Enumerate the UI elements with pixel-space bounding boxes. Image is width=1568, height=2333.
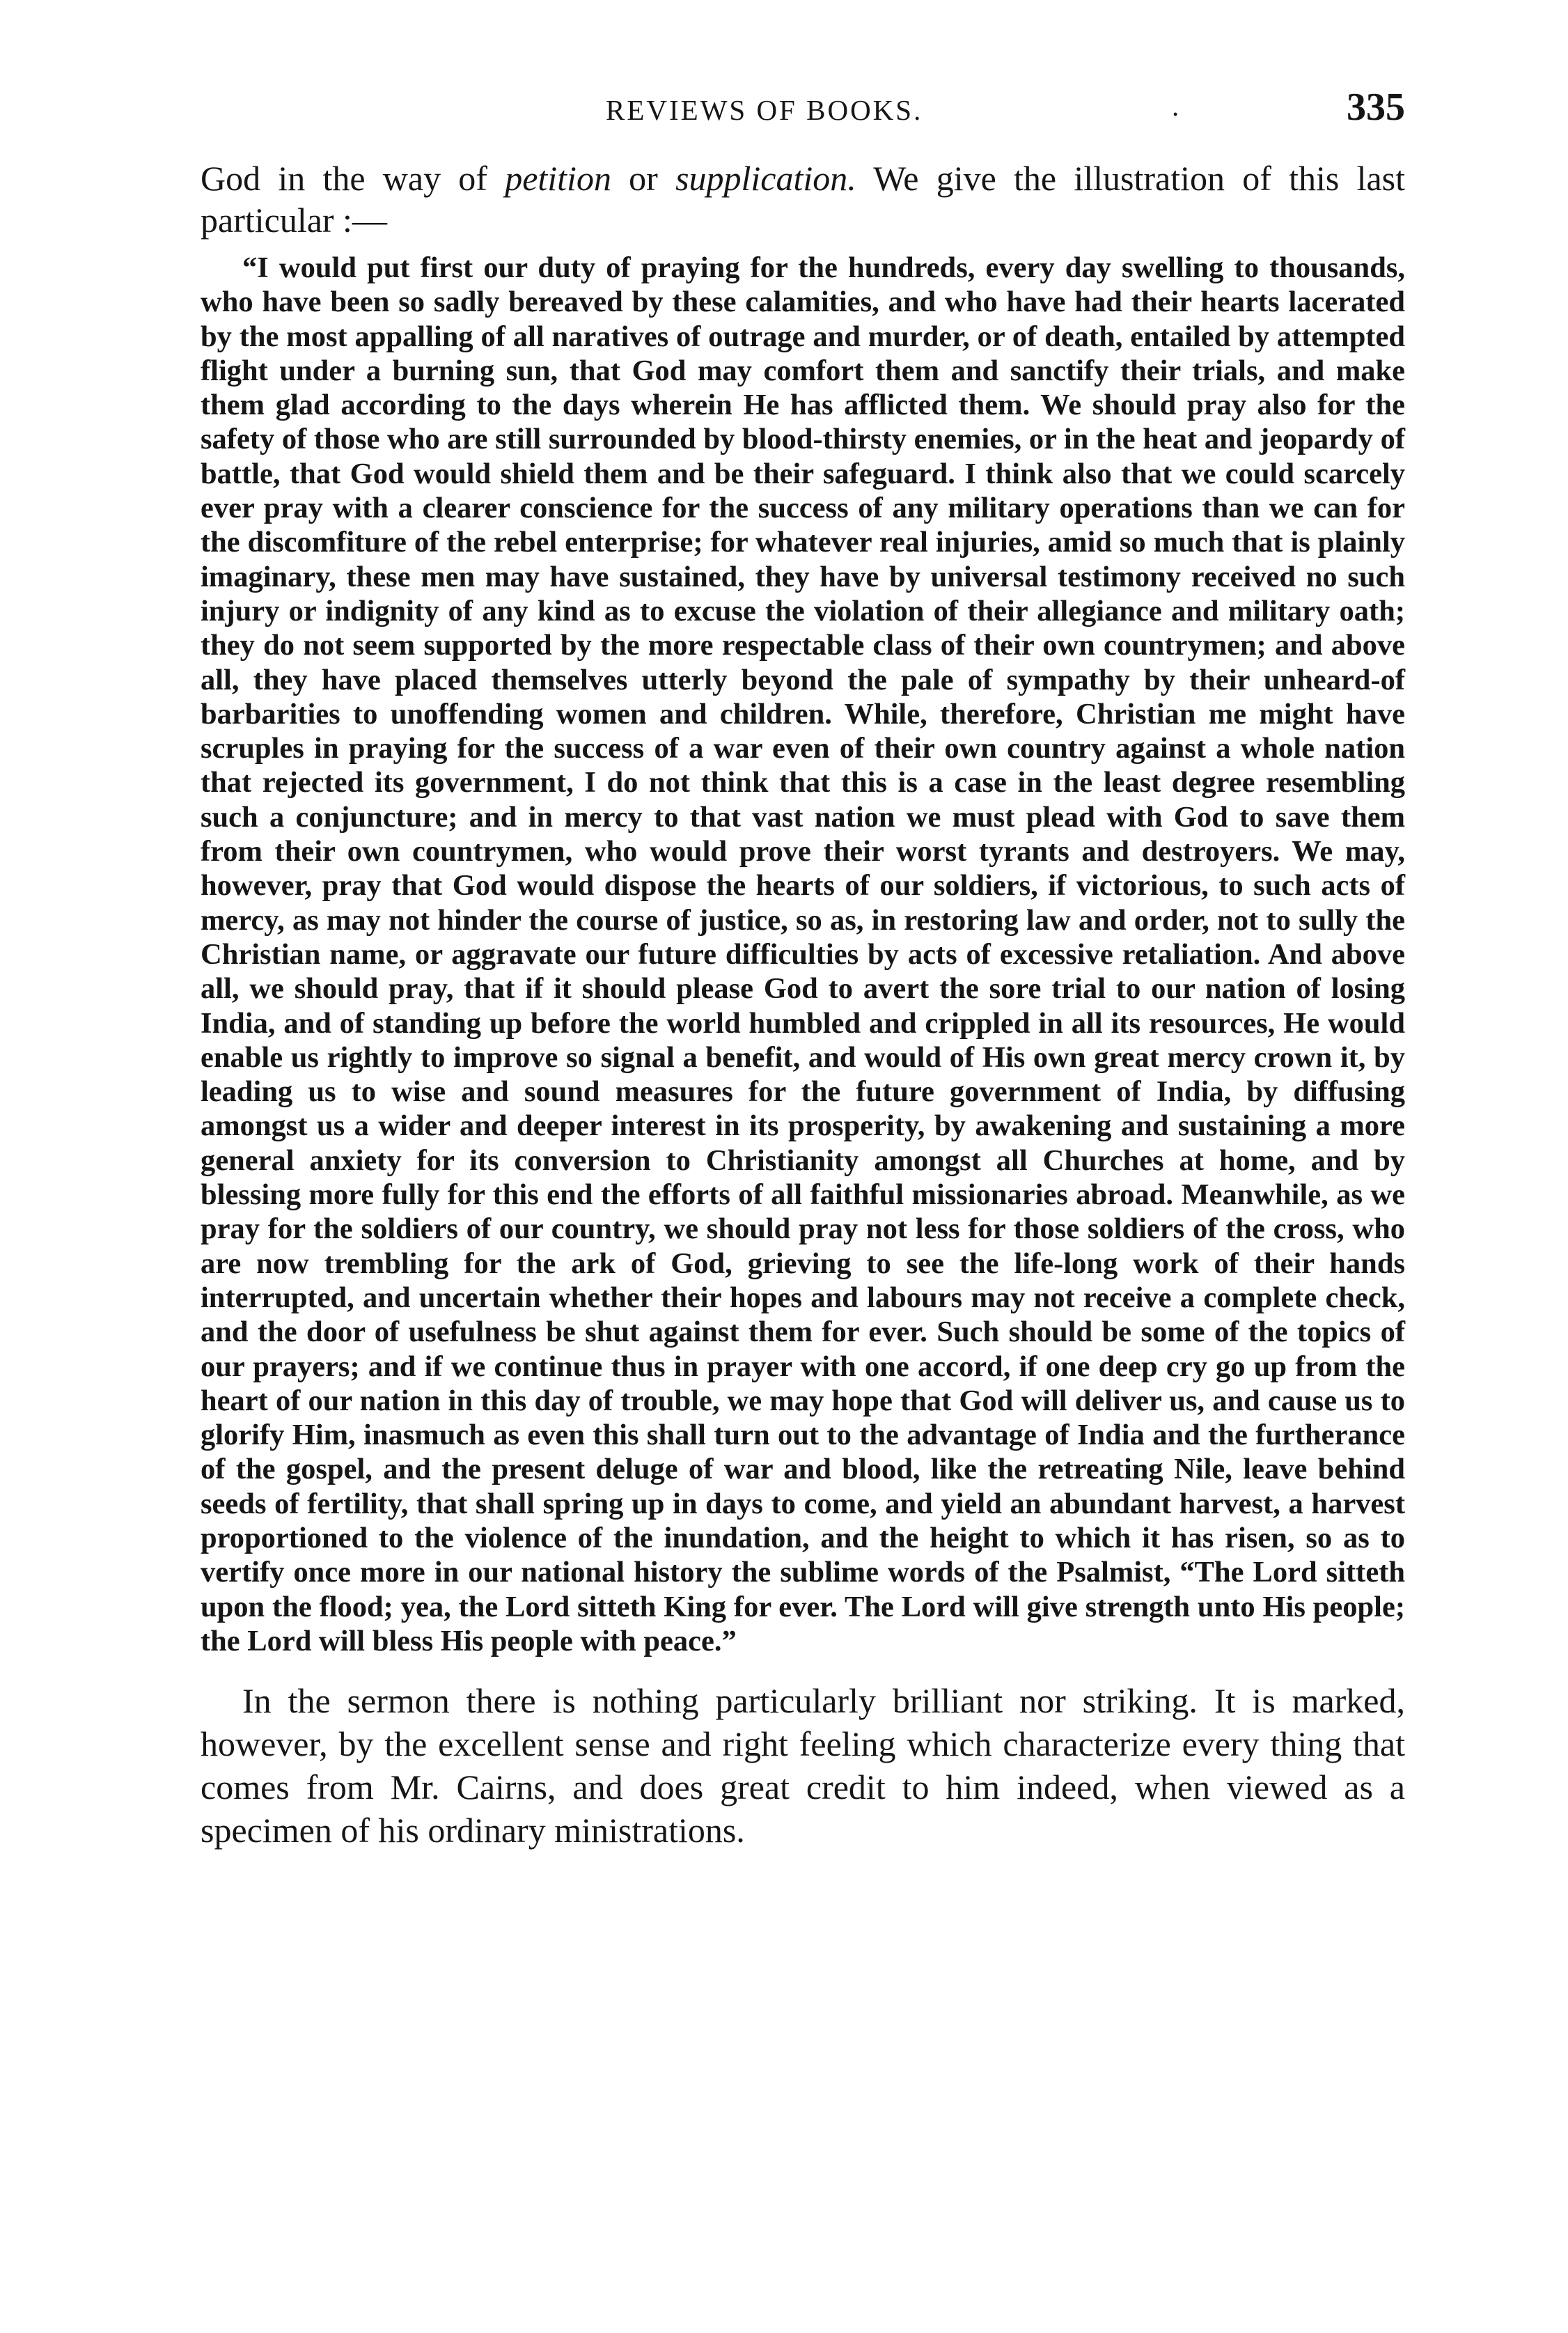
quoted-passage: “I would put first our duty of praying for the hundreds, every day swelling to thousands, who have been so sadly bereaved by these calamities, and who have had their hearts lacerated by the most appalling of all naratives of outrage and murder, or of death, entailed by attempted flight under a burning sun, that God may comfort them and sanctify their trials, and make them glad according to the days wherein He has afflicted them. We should pray also for the safety of those who are still surrounded by blood-thirsty enemies, or in the heat and jeopardy of battle, that God would shield them and be their safeguard. I think also that we could scarcely ever pray with a clearer conscience for the success of any military operations than we can for the discomfiture of the rebel enterprise; for whatever real injuries, amid so much that is plainly imaginary, these men may have sustained, they have by universal testimony received no such injury or indignity of any kind as to excuse the violation of their allegiance and military oath; they do not seem supported by the more respectable class of their own countrymen; and above all, they have placed themselves utterly beyond the pale of sympathy by their unheard-of barbarities to unoffending women and children. While, therefore, Christian me might have scruples in praying for the success of a war even of their own country against a whole nation that rejected its government, I do not think that this is a case in the least degree resembling such a conjuncture; and in mercy to that vast nation we must plead with God to save them from their own countrymen, who would prove their worst tyrants and destroyers. We may, however, pray that God would dispose the hearts of our soldiers, if victorious, to such acts of mercy, as may not hinder the course of justice, so as, in restoring law and order, not to sully the Christian name, or aggravate our future difficulties by acts of excessive retaliation. And above all, we should pray, that if it should please God to avert the sore trial to our nation of losing India, and of standing up before the world humbled and crippled in all its resources, He would enable us rightly to improve so signal a benefit, and would of His own great mercy crown it, by leading us to wise and sound measures for the future government of India, by diffusing amongst us a wider and deeper interest in its prosperity, by awakening and sustaining a more general anxiety for its conversion to Christianity amongst all Churches at home, and by blessing more fully for this end the efforts of all faithful missionaries abroad. Meanwhile, as we pray for the soldiers of our country, we should pray not less for those soldiers of the cross, who are now trembling for the ark of God, grieving to see the life-long work of their hands interrupted, and uncertain whether their hopes and labours may not receive a complete check, and the door of usefulness be shut against them for ever. Such should be some of the topics of our prayers; and if we continue thus in prayer with one accord, if one deep cry go up from the heart of our nation in this day of trouble, we may hope that God will deliver us, and cause us to glorify Him, inasmuch as even this shall turn out to the advantage of India and the furtherance of the gospel, and the present deluge of war and blood, like the retreating Nile, leave behind seeds of fertility, that shall spring up in days to come, and yield an abundant harvest, a harvest proportioned to the violence of the inundation, and the height to which it has risen, so as to vertify once more in our national history the sublime words of the Psalmist, “The Lord sitteth upon the flood; yea, the Lord sitteth King for ever. The Lord will give strength unto His people; the Lord will bless His people with peace.”	[201, 251, 1405, 1657]
intro-paragraph	[201, 157, 1405, 241]
book-page	[201, 86, 1405, 1852]
intro-text-after: We give the illustration of this last particular :—	[201, 159, 1405, 240]
intro-text-before: God in the way of	[201, 159, 505, 198]
header-dot: .	[1172, 90, 1179, 122]
running-header	[201, 86, 1405, 138]
page-number: 335	[1347, 86, 1405, 129]
running-title: REVIEWS OF BOOKS.	[606, 94, 923, 126]
closing-paragraph: In the sermon there is nothing particularly brilliant nor striking. It is marked, however, by the excellent sense and right feeling which characterize every thing that comes from Mr. Cairns, and does great credit to him indeed, when viewed as a specimen of his ordinary ministrations.	[201, 1681, 1405, 1850]
supplication-word: supplication.	[675, 159, 856, 198]
intro-or: or	[611, 159, 676, 198]
petition-word: petition	[505, 159, 611, 198]
